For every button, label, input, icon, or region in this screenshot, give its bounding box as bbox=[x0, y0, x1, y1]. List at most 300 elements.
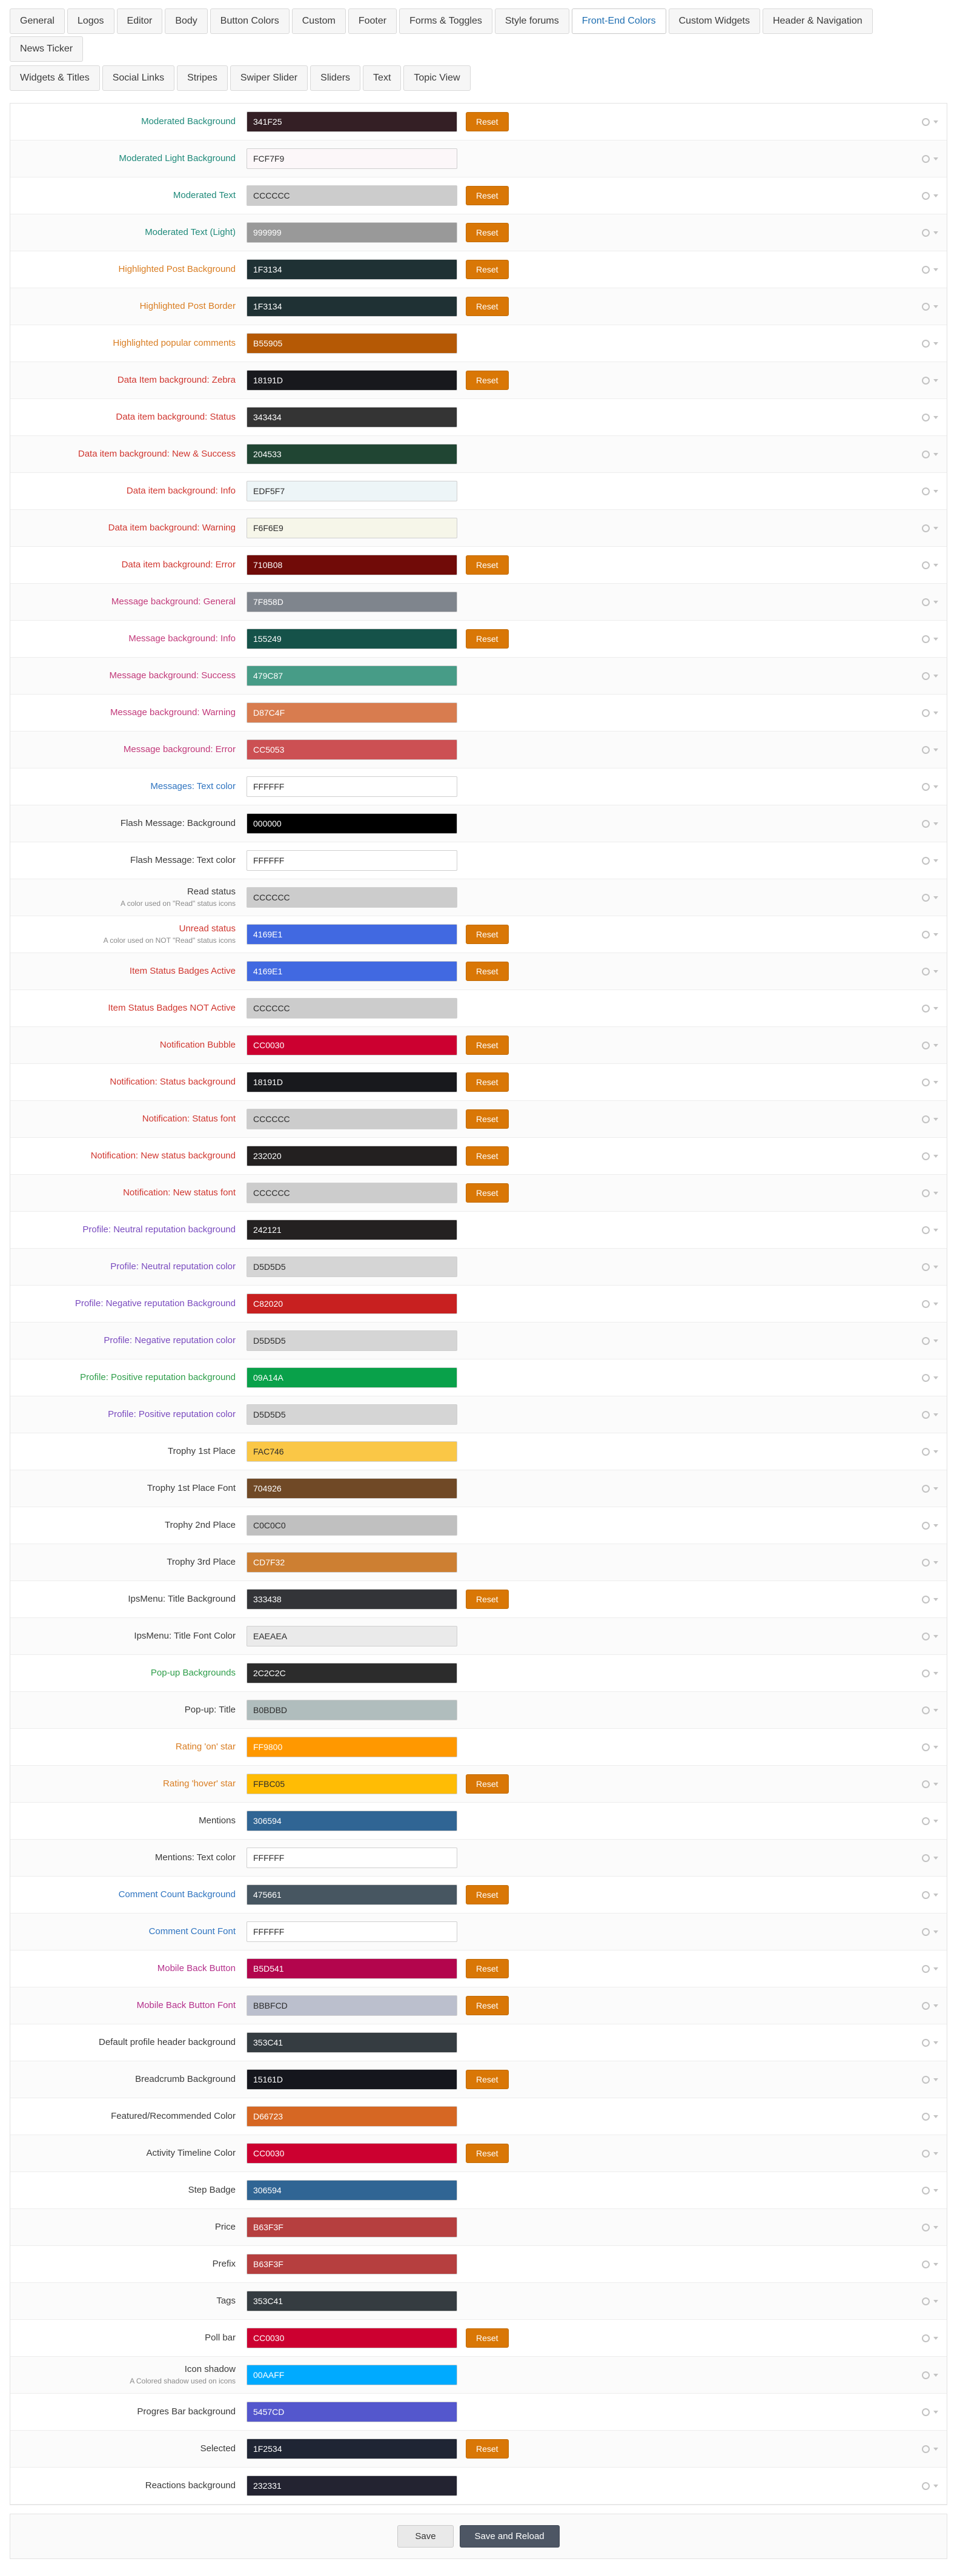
color-input[interactable]: 306594 bbox=[247, 1811, 457, 1831]
color-input[interactable]: D66723 bbox=[247, 2106, 457, 2127]
row-actions[interactable] bbox=[916, 931, 938, 939]
gear-icon[interactable] bbox=[922, 1559, 930, 1567]
chevron-down-icon[interactable] bbox=[933, 1857, 938, 1860]
color-input[interactable]: CCCCCC bbox=[247, 887, 457, 908]
tab-logos[interactable]: Logos bbox=[67, 8, 114, 34]
row-actions[interactable] bbox=[916, 155, 938, 163]
row-actions[interactable] bbox=[916, 820, 938, 828]
row-actions[interactable] bbox=[916, 2113, 938, 2121]
row-actions[interactable] bbox=[916, 487, 938, 495]
row-actions[interactable] bbox=[916, 2371, 938, 2379]
gear-icon[interactable] bbox=[922, 451, 930, 458]
chevron-down-icon[interactable] bbox=[933, 2004, 938, 2007]
row-actions[interactable] bbox=[916, 2002, 938, 2010]
gear-icon[interactable] bbox=[922, 414, 930, 421]
gear-icon[interactable] bbox=[922, 1891, 930, 1899]
color-input[interactable]: 353C41 bbox=[247, 2291, 457, 2311]
gear-icon[interactable] bbox=[922, 1780, 930, 1788]
color-input[interactable]: FFFFFF bbox=[247, 776, 457, 797]
color-input[interactable]: 18191D bbox=[247, 370, 457, 391]
chevron-down-icon[interactable] bbox=[933, 1524, 938, 1527]
chevron-down-icon[interactable] bbox=[933, 305, 938, 308]
chevron-down-icon[interactable] bbox=[933, 2263, 938, 2266]
tab-general[interactable]: General bbox=[10, 8, 65, 34]
color-input[interactable]: FFFFFF bbox=[247, 1921, 457, 1942]
gear-icon[interactable] bbox=[922, 2039, 930, 2047]
row-actions[interactable] bbox=[916, 1854, 938, 1862]
gear-icon[interactable] bbox=[922, 561, 930, 569]
color-input[interactable]: 15161D bbox=[247, 2069, 457, 2090]
color-input[interactable]: CC5053 bbox=[247, 739, 457, 760]
reset-button[interactable]: Reset bbox=[466, 112, 509, 131]
color-input[interactable]: 999999 bbox=[247, 222, 457, 243]
gear-icon[interactable] bbox=[922, 2334, 930, 2342]
row-actions[interactable] bbox=[916, 561, 938, 569]
gear-icon[interactable] bbox=[922, 783, 930, 791]
row-actions[interactable] bbox=[916, 1115, 938, 1123]
color-input[interactable]: 4169E1 bbox=[247, 924, 457, 945]
gear-icon[interactable] bbox=[922, 635, 930, 643]
chevron-down-icon[interactable] bbox=[933, 490, 938, 493]
row-actions[interactable] bbox=[916, 1780, 938, 1788]
chevron-down-icon[interactable] bbox=[933, 2041, 938, 2044]
tab-header-navigation[interactable]: Header & Navigation bbox=[763, 8, 873, 34]
color-input[interactable]: 306594 bbox=[247, 2180, 457, 2201]
reset-button[interactable]: Reset bbox=[466, 223, 509, 242]
tab-editor[interactable]: Editor bbox=[117, 8, 163, 34]
chevron-down-icon[interactable] bbox=[933, 822, 938, 825]
row-actions[interactable] bbox=[916, 1374, 938, 1382]
color-input[interactable]: 475661 bbox=[247, 1884, 457, 1905]
gear-icon[interactable] bbox=[922, 1300, 930, 1308]
row-actions[interactable] bbox=[916, 2187, 938, 2195]
chevron-down-icon[interactable] bbox=[933, 1266, 938, 1269]
chevron-down-icon[interactable] bbox=[933, 1487, 938, 1490]
chevron-down-icon[interactable] bbox=[933, 2078, 938, 2081]
chevron-down-icon[interactable] bbox=[933, 1044, 938, 1047]
color-input[interactable]: CD7F32 bbox=[247, 1552, 457, 1573]
gear-icon[interactable] bbox=[922, 894, 930, 902]
row-actions[interactable] bbox=[916, 192, 938, 200]
chevron-down-icon[interactable] bbox=[933, 675, 938, 678]
reset-button[interactable]: Reset bbox=[466, 1183, 509, 1203]
gear-icon[interactable] bbox=[922, 1448, 930, 1456]
color-input[interactable]: 000000 bbox=[247, 813, 457, 834]
tab-topic-view[interactable]: Topic View bbox=[403, 65, 470, 91]
row-actions[interactable] bbox=[916, 1633, 938, 1640]
chevron-down-icon[interactable] bbox=[933, 1561, 938, 1564]
color-input[interactable]: 242121 bbox=[247, 1220, 457, 1240]
chevron-down-icon[interactable] bbox=[933, 1967, 938, 1970]
color-input[interactable]: 232020 bbox=[247, 1146, 457, 1166]
chevron-down-icon[interactable] bbox=[933, 1450, 938, 1453]
color-input[interactable]: EDF5F7 bbox=[247, 481, 457, 501]
row-actions[interactable] bbox=[916, 746, 938, 754]
reset-button[interactable]: Reset bbox=[466, 297, 509, 316]
gear-icon[interactable] bbox=[922, 524, 930, 532]
color-input[interactable]: FFFFFF bbox=[247, 850, 457, 871]
gear-icon[interactable] bbox=[922, 229, 930, 237]
chevron-down-icon[interactable] bbox=[933, 1155, 938, 1158]
reset-button[interactable]: Reset bbox=[466, 260, 509, 279]
chevron-down-icon[interactable] bbox=[933, 1709, 938, 1712]
gear-icon[interactable] bbox=[922, 968, 930, 976]
color-input[interactable]: 333438 bbox=[247, 1589, 457, 1610]
gear-icon[interactable] bbox=[922, 1817, 930, 1825]
chevron-down-icon[interactable] bbox=[933, 970, 938, 973]
gear-icon[interactable] bbox=[922, 1411, 930, 1419]
chevron-down-icon[interactable] bbox=[933, 785, 938, 788]
row-actions[interactable] bbox=[916, 1522, 938, 1530]
row-actions[interactable] bbox=[916, 266, 938, 274]
tab-widgets-titles[interactable]: Widgets & Titles bbox=[10, 65, 100, 91]
color-input[interactable]: B0BDBD bbox=[247, 1700, 457, 1720]
reset-button[interactable]: Reset bbox=[466, 1996, 509, 2015]
color-input[interactable]: D87C4F bbox=[247, 702, 457, 723]
save-button[interactable]: Save bbox=[397, 2525, 453, 2548]
reset-button[interactable]: Reset bbox=[466, 1035, 509, 1055]
row-actions[interactable] bbox=[916, 229, 938, 237]
row-actions[interactable] bbox=[916, 857, 938, 865]
row-actions[interactable] bbox=[916, 1152, 938, 1160]
chevron-down-icon[interactable] bbox=[933, 712, 938, 715]
reset-button[interactable]: Reset bbox=[466, 2439, 509, 2459]
gear-icon[interactable] bbox=[922, 2224, 930, 2231]
color-input[interactable]: 710B08 bbox=[247, 555, 457, 575]
chevron-down-icon[interactable] bbox=[933, 1783, 938, 1786]
chevron-down-icon[interactable] bbox=[933, 2485, 938, 2488]
reset-button[interactable]: Reset bbox=[466, 371, 509, 390]
reset-button[interactable]: Reset bbox=[466, 186, 509, 205]
reset-button[interactable]: Reset bbox=[466, 1109, 509, 1129]
color-input[interactable]: C0C0C0 bbox=[247, 1515, 457, 1536]
reset-button[interactable]: Reset bbox=[466, 2144, 509, 2163]
row-actions[interactable] bbox=[916, 1706, 938, 1714]
chevron-down-icon[interactable] bbox=[933, 1930, 938, 1934]
chevron-down-icon[interactable] bbox=[933, 379, 938, 382]
row-actions[interactable] bbox=[916, 340, 938, 348]
chevron-down-icon[interactable] bbox=[933, 1413, 938, 1416]
reset-button[interactable]: Reset bbox=[466, 1959, 509, 1978]
gear-icon[interactable] bbox=[922, 266, 930, 274]
chevron-down-icon[interactable] bbox=[933, 453, 938, 456]
chevron-down-icon[interactable] bbox=[933, 1118, 938, 1121]
row-actions[interactable] bbox=[916, 1928, 938, 1936]
reset-button[interactable]: Reset bbox=[466, 1885, 509, 1904]
gear-icon[interactable] bbox=[922, 1189, 930, 1197]
chevron-down-icon[interactable] bbox=[933, 1339, 938, 1342]
chevron-down-icon[interactable] bbox=[933, 1746, 938, 1749]
tab-sliders[interactable]: Sliders bbox=[310, 65, 360, 91]
color-input[interactable]: CC0030 bbox=[247, 1035, 457, 1055]
chevron-down-icon[interactable] bbox=[933, 231, 938, 234]
row-actions[interactable] bbox=[916, 1891, 938, 1899]
color-input[interactable]: FCF7F9 bbox=[247, 148, 457, 169]
gear-icon[interactable] bbox=[922, 2371, 930, 2379]
row-actions[interactable] bbox=[916, 968, 938, 976]
chevron-down-icon[interactable] bbox=[933, 933, 938, 936]
color-input[interactable]: CC0030 bbox=[247, 2143, 457, 2164]
chevron-down-icon[interactable] bbox=[933, 859, 938, 862]
reset-button[interactable]: Reset bbox=[466, 1590, 509, 1609]
row-actions[interactable] bbox=[916, 1263, 938, 1271]
row-actions[interactable] bbox=[916, 2297, 938, 2305]
color-input[interactable]: 353C41 bbox=[247, 2032, 457, 2053]
row-actions[interactable] bbox=[916, 672, 938, 680]
reset-button[interactable]: Reset bbox=[466, 2328, 509, 2348]
gear-icon[interactable] bbox=[922, 192, 930, 200]
chevron-down-icon[interactable] bbox=[933, 1376, 938, 1379]
gear-icon[interactable] bbox=[922, 118, 930, 126]
color-input[interactable]: C82020 bbox=[247, 1293, 457, 1314]
color-input[interactable]: 232331 bbox=[247, 2475, 457, 2496]
chevron-down-icon[interactable] bbox=[933, 2374, 938, 2377]
gear-icon[interactable] bbox=[922, 303, 930, 311]
chevron-down-icon[interactable] bbox=[933, 1303, 938, 1306]
row-actions[interactable] bbox=[916, 2076, 938, 2084]
gear-icon[interactable] bbox=[922, 2297, 930, 2305]
color-input[interactable]: FAC746 bbox=[247, 1441, 457, 1462]
color-input[interactable]: CCCCCC bbox=[247, 185, 457, 206]
tab-text[interactable]: Text bbox=[363, 65, 401, 91]
chevron-down-icon[interactable] bbox=[933, 1894, 938, 1897]
color-input[interactable]: 1F3134 bbox=[247, 259, 457, 280]
row-actions[interactable] bbox=[916, 2482, 938, 2490]
chevron-down-icon[interactable] bbox=[933, 2448, 938, 2451]
chevron-down-icon[interactable] bbox=[933, 1820, 938, 1823]
row-actions[interactable] bbox=[916, 783, 938, 791]
gear-icon[interactable] bbox=[922, 1743, 930, 1751]
chevron-down-icon[interactable] bbox=[933, 2152, 938, 2155]
row-actions[interactable] bbox=[916, 524, 938, 532]
gear-icon[interactable] bbox=[922, 2445, 930, 2453]
tab-button-colors[interactable]: Button Colors bbox=[210, 8, 290, 34]
color-input[interactable]: CC0030 bbox=[247, 2328, 457, 2348]
tab-body[interactable]: Body bbox=[165, 8, 207, 34]
color-input[interactable]: 341F25 bbox=[247, 111, 457, 132]
row-actions[interactable] bbox=[916, 2445, 938, 2453]
gear-icon[interactable] bbox=[922, 1374, 930, 1382]
gear-icon[interactable] bbox=[922, 155, 930, 163]
gear-icon[interactable] bbox=[922, 857, 930, 865]
chevron-down-icon[interactable] bbox=[933, 121, 938, 124]
color-input[interactable]: D5D5D5 bbox=[247, 1404, 457, 1425]
color-input[interactable]: 204533 bbox=[247, 444, 457, 464]
color-input[interactable]: BBBFCD bbox=[247, 1995, 457, 2016]
gear-icon[interactable] bbox=[922, 2002, 930, 2010]
row-actions[interactable] bbox=[916, 635, 938, 643]
tab-style-forums[interactable]: Style forums bbox=[495, 8, 569, 34]
gear-icon[interactable] bbox=[922, 1633, 930, 1640]
gear-icon[interactable] bbox=[922, 672, 930, 680]
row-actions[interactable] bbox=[916, 2334, 938, 2342]
tab-custom-widgets[interactable]: Custom Widgets bbox=[669, 8, 760, 34]
gear-icon[interactable] bbox=[922, 1226, 930, 1234]
gear-icon[interactable] bbox=[922, 487, 930, 495]
reset-button[interactable]: Reset bbox=[466, 925, 509, 944]
color-input[interactable]: 09A14A bbox=[247, 1367, 457, 1388]
color-input[interactable]: D5D5D5 bbox=[247, 1330, 457, 1351]
reset-button[interactable]: Reset bbox=[466, 962, 509, 981]
row-actions[interactable] bbox=[916, 118, 938, 126]
gear-icon[interactable] bbox=[922, 2261, 930, 2268]
gear-icon[interactable] bbox=[922, 1115, 930, 1123]
row-actions[interactable] bbox=[916, 1448, 938, 1456]
color-input[interactable]: D5D5D5 bbox=[247, 1257, 457, 1277]
row-actions[interactable] bbox=[916, 2408, 938, 2416]
chevron-down-icon[interactable] bbox=[933, 416, 938, 419]
chevron-down-icon[interactable] bbox=[933, 2189, 938, 2192]
chevron-down-icon[interactable] bbox=[933, 1229, 938, 1232]
chevron-down-icon[interactable] bbox=[933, 748, 938, 751]
row-actions[interactable] bbox=[916, 2224, 938, 2231]
color-input[interactable]: 343434 bbox=[247, 407, 457, 428]
reset-button[interactable]: Reset bbox=[466, 1774, 509, 1794]
color-input[interactable]: 7F858D bbox=[247, 592, 457, 612]
reset-button[interactable]: Reset bbox=[466, 555, 509, 575]
color-input[interactable]: 5457CD bbox=[247, 2402, 457, 2422]
row-actions[interactable] bbox=[916, 1189, 938, 1197]
row-actions[interactable] bbox=[916, 1485, 938, 1493]
chevron-down-icon[interactable] bbox=[933, 564, 938, 567]
color-input[interactable]: 479C87 bbox=[247, 665, 457, 686]
chevron-down-icon[interactable] bbox=[933, 2115, 938, 2118]
row-actions[interactable] bbox=[916, 1226, 938, 1234]
row-actions[interactable] bbox=[916, 2150, 938, 2158]
chevron-down-icon[interactable] bbox=[933, 157, 938, 160]
color-input[interactable]: B55905 bbox=[247, 333, 457, 354]
row-actions[interactable] bbox=[916, 1559, 938, 1567]
row-actions[interactable] bbox=[916, 2261, 938, 2268]
color-input[interactable]: EAEAEA bbox=[247, 1626, 457, 1646]
gear-icon[interactable] bbox=[922, 1337, 930, 1345]
row-actions[interactable] bbox=[916, 303, 938, 311]
color-input[interactable]: 1F3134 bbox=[247, 296, 457, 317]
color-input[interactable]: B63F3F bbox=[247, 2254, 457, 2274]
row-actions[interactable] bbox=[916, 1743, 938, 1751]
gear-icon[interactable] bbox=[922, 2408, 930, 2416]
row-actions[interactable] bbox=[916, 894, 938, 902]
gear-icon[interactable] bbox=[922, 598, 930, 606]
row-actions[interactable] bbox=[916, 1411, 938, 1419]
row-actions[interactable] bbox=[916, 2039, 938, 2047]
gear-icon[interactable] bbox=[922, 340, 930, 348]
gear-icon[interactable] bbox=[922, 931, 930, 939]
gear-icon[interactable] bbox=[922, 2482, 930, 2490]
gear-icon[interactable] bbox=[922, 2113, 930, 2121]
row-actions[interactable] bbox=[916, 1817, 938, 1825]
chevron-down-icon[interactable] bbox=[933, 268, 938, 271]
row-actions[interactable] bbox=[916, 1965, 938, 1973]
tab-front-end-colors[interactable]: Front-End Colors bbox=[572, 8, 666, 34]
chevron-down-icon[interactable] bbox=[933, 2226, 938, 2229]
color-input[interactable]: 155249 bbox=[247, 629, 457, 649]
row-actions[interactable] bbox=[916, 709, 938, 717]
tab-custom[interactable]: Custom bbox=[292, 8, 346, 34]
gear-icon[interactable] bbox=[922, 746, 930, 754]
reset-button[interactable]: Reset bbox=[466, 629, 509, 649]
chevron-down-icon[interactable] bbox=[933, 2337, 938, 2340]
row-actions[interactable] bbox=[916, 1337, 938, 1345]
row-actions[interactable] bbox=[916, 377, 938, 385]
color-input[interactable]: 4169E1 bbox=[247, 961, 457, 982]
tab-social-links[interactable]: Social Links bbox=[102, 65, 174, 91]
color-input[interactable]: 1F2534 bbox=[247, 2439, 457, 2459]
chevron-down-icon[interactable] bbox=[933, 527, 938, 530]
row-actions[interactable] bbox=[916, 598, 938, 606]
gear-icon[interactable] bbox=[922, 820, 930, 828]
color-input[interactable]: B5D541 bbox=[247, 1958, 457, 1979]
row-actions[interactable] bbox=[916, 1596, 938, 1603]
color-input[interactable]: B63F3F bbox=[247, 2217, 457, 2237]
tab-news-ticker[interactable]: News Ticker bbox=[10, 36, 83, 62]
color-input[interactable]: CCCCCC bbox=[247, 1183, 457, 1203]
row-actions[interactable] bbox=[916, 1042, 938, 1049]
row-actions[interactable] bbox=[916, 1300, 938, 1308]
tab-footer[interactable]: Footer bbox=[348, 8, 397, 34]
gear-icon[interactable] bbox=[922, 377, 930, 385]
gear-icon[interactable] bbox=[922, 1005, 930, 1012]
gear-icon[interactable] bbox=[922, 1854, 930, 1862]
color-input[interactable]: CCCCCC bbox=[247, 998, 457, 1019]
gear-icon[interactable] bbox=[922, 709, 930, 717]
color-input[interactable]: CCCCCC bbox=[247, 1109, 457, 1129]
reset-button[interactable]: Reset bbox=[466, 1072, 509, 1092]
gear-icon[interactable] bbox=[922, 2150, 930, 2158]
chevron-down-icon[interactable] bbox=[933, 896, 938, 899]
gear-icon[interactable] bbox=[922, 1522, 930, 1530]
gear-icon[interactable] bbox=[922, 1669, 930, 1677]
gear-icon[interactable] bbox=[922, 1485, 930, 1493]
reset-button[interactable]: Reset bbox=[466, 2070, 509, 2089]
gear-icon[interactable] bbox=[922, 1152, 930, 1160]
chevron-down-icon[interactable] bbox=[933, 194, 938, 197]
color-input[interactable]: F6F6E9 bbox=[247, 518, 457, 538]
chevron-down-icon[interactable] bbox=[933, 342, 938, 345]
color-input[interactable]: 18191D bbox=[247, 1072, 457, 1092]
gear-icon[interactable] bbox=[922, 1928, 930, 1936]
color-input[interactable]: FFBC05 bbox=[247, 1774, 457, 1794]
gear-icon[interactable] bbox=[922, 1042, 930, 1049]
chevron-down-icon[interactable] bbox=[933, 1635, 938, 1638]
save-and-reload-button[interactable]: Save and Reload bbox=[460, 2525, 560, 2548]
gear-icon[interactable] bbox=[922, 1706, 930, 1714]
tab-stripes[interactable]: Stripes bbox=[177, 65, 228, 91]
row-actions[interactable] bbox=[916, 414, 938, 421]
chevron-down-icon[interactable] bbox=[933, 1192, 938, 1195]
chevron-down-icon[interactable] bbox=[933, 601, 938, 604]
color-input[interactable]: 2C2C2C bbox=[247, 1663, 457, 1683]
gear-icon[interactable] bbox=[922, 1596, 930, 1603]
color-input[interactable]: 704926 bbox=[247, 1478, 457, 1499]
gear-icon[interactable] bbox=[922, 2187, 930, 2195]
chevron-down-icon[interactable] bbox=[933, 1081, 938, 1084]
row-actions[interactable] bbox=[916, 1669, 938, 1677]
chevron-down-icon[interactable] bbox=[933, 1598, 938, 1601]
row-actions[interactable] bbox=[916, 451, 938, 458]
color-input[interactable]: FFFFFF bbox=[247, 1848, 457, 1868]
reset-button[interactable]: Reset bbox=[466, 1146, 509, 1166]
tab-forms-toggles[interactable]: Forms & Toggles bbox=[399, 8, 492, 34]
gear-icon[interactable] bbox=[922, 1263, 930, 1271]
gear-icon[interactable] bbox=[922, 1078, 930, 1086]
gear-icon[interactable] bbox=[922, 2076, 930, 2084]
gear-icon[interactable] bbox=[922, 1965, 930, 1973]
chevron-down-icon[interactable] bbox=[933, 1007, 938, 1010]
color-input[interactable]: 00AAFF bbox=[247, 2365, 457, 2385]
chevron-down-icon[interactable] bbox=[933, 2300, 938, 2303]
chevron-down-icon[interactable] bbox=[933, 638, 938, 641]
